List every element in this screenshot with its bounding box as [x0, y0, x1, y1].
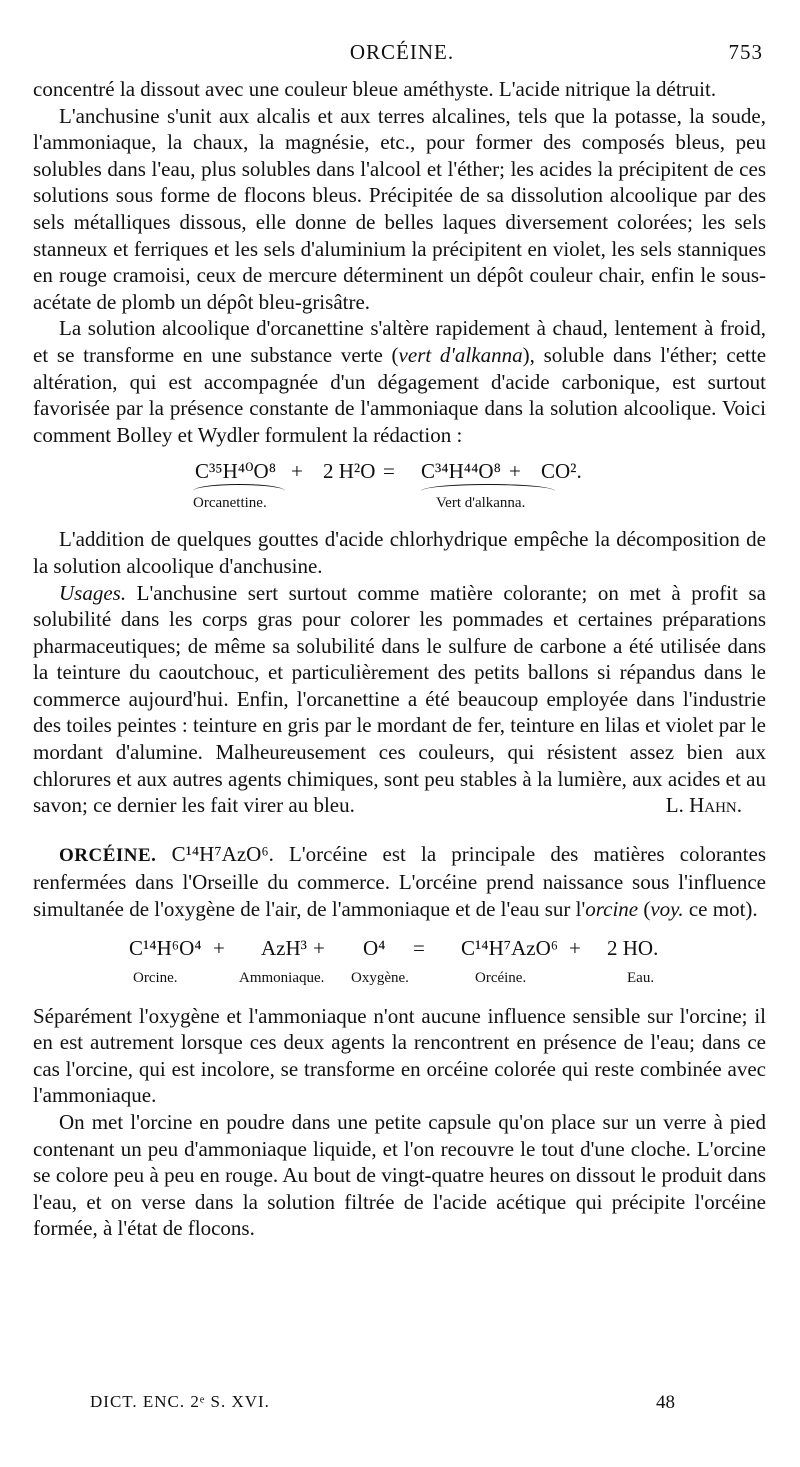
- formula-label: Vert d'alkanna.: [436, 495, 526, 512]
- formula-label: Orcanettine.: [193, 495, 267, 512]
- formula-label: Orcéine.: [475, 969, 527, 986]
- formula-operator: =: [383, 459, 395, 484]
- italic-term: vert d'alkanna: [398, 342, 523, 367]
- text-run: La solution alcoolique d'orcanettine s'altère rapidement à chaud, lentement à froid, et se transforme en une substance verte (: [33, 316, 766, 367]
- paragraph-continued: concentré la dissout avec une couleur bleue améthyste. L'acide nitrique la détruit.: [33, 77, 717, 101]
- text-run: ce mot).: [683, 897, 758, 922]
- formula-term: C¹⁴H⁷AzO⁶: [461, 935, 559, 960]
- author-signature: L. Hahn.: [665, 793, 742, 818]
- text-run: L'orcéine est la principale des matières colorantes renfermées dans l'Orseille du commerce. L'orcéine prend naissance sous l'influence simultanée de l'oxygène de l'air, de l'ammoniaque et de l'eau sur l': [33, 841, 767, 922]
- paragraph-oxygen-ammonia: Séparément l'oxygène et l'ammoniaque n'ont aucune influence sensible sur l'orcine; il en est autrement lorsque ces deux agents la rencontrent en présence de l'eau; dans ce cas l'orcine, qui est incolore, se transforme en orcéine colorée qui reste combinée avec l'ammoniaque.: [33, 1003, 766, 1108]
- formula-term: C³⁴H⁴⁴O⁸: [421, 459, 501, 484]
- paragraph-usages: [33, 580, 766, 819]
- formula-term: CO².: [541, 459, 582, 484]
- formula-operator: +: [313, 935, 325, 960]
- page-footer: [90, 1392, 690, 1418]
- formula-operator: +: [509, 459, 521, 484]
- signature-mark: DICT. ENC. 2ᵉ S. XVI.: [90, 1392, 270, 1411]
- page-number: 753: [728, 40, 763, 64]
- section-label: Usages.: [59, 580, 127, 605]
- formula-label: Oxygène.: [351, 969, 409, 986]
- formula-term: C³⁵H⁴⁰O⁸: [195, 459, 277, 484]
- italic-term: voy.: [650, 897, 684, 922]
- equation-orcanettine: [33, 458, 766, 518]
- paragraph-hydrochloric: L'addition de quelques gouttes d'acide chlorhydrique empêche la décomposition de la solution alcoolique d'anchusine.: [33, 527, 766, 578]
- formula-term: C¹⁴H⁶O⁴: [129, 935, 202, 960]
- formula-term: AzH³: [261, 935, 307, 960]
- entry-orceine: [33, 841, 766, 923]
- formula-term: 2 HO.: [607, 935, 659, 960]
- formula-operator: +: [291, 459, 303, 484]
- running-header: [33, 40, 771, 70]
- sheet-number: 48: [656, 1392, 675, 1413]
- text-run: L'anchusine sert surtout comme matière colorante; on met à profit sa solubilité dans les corps gras pour colorer les pommades et certaines préparations pharmaceutiques; de même sa solubilité dans le sulfure de carbone a été utilisée dans la teinture du caoutchouc, et particulièrement des petits ballons si répandus dans le commerce aujourd'hui. Enfin, l'orcanettine a été beaucoup employée dans l'industrie des toiles peintes : teinture en gris par le mordant de fer, teinture en lilas et violet par le mordant d'alumine. Malheureusement ces couleurs, qui résistent assez bien aux chlorures et aux autres agents chimiques, sont peu stables à la lumière, aux acides et au savon; ce dernier les fait virer au bleu.: [33, 580, 766, 818]
- formula-label: Ammoniaque.: [239, 969, 325, 986]
- text-run: (: [638, 897, 651, 922]
- formula-operator: =: [413, 935, 425, 960]
- italic-term: orcine: [585, 897, 639, 922]
- running-title: ORCÉINE.: [349, 40, 455, 64]
- entry-headword: ORCÉINE.: [59, 844, 157, 866]
- text-body: [33, 76, 766, 1242]
- formula-operator: +: [569, 935, 581, 960]
- formula-term: O⁴: [363, 935, 386, 960]
- formula-term: 2 H²O: [323, 459, 376, 484]
- paragraph-orcanettine-alteration: [33, 315, 766, 448]
- paragraph-anchusine-alkalis: L'anchusine s'unit aux alcalis et aux terres alcalines, tels que la potasse, la soude, l'ammoniaque, la chaux, la magnésie, etc., pour former des composés bleus, peu solubles dans l'eau, plus solubles dans l'alcool et l'éther; les acides la précipitent de ces solutions sous forme de flocons bleus. Précipitée de sa dissolution alcoolique par des sels métalliques dissous, elle donne de belles laques diversement colorées; les sels stanneux et ferriques et les sels d'aluminium la précipitent en violet, les sels stanniques en rouge cramoisi, ceux de mercure déterminent un dépôt couleur chair, enfin le sous-acétate de plomb un dépôt bleu-grisâtre.: [33, 103, 766, 314]
- entry-formula: C¹⁴H⁷AzO⁶.: [171, 841, 274, 866]
- formula-operator: +: [213, 935, 225, 960]
- text-run: ), soluble dans l'éther; cette altération, qui est accompagnée d'un dégagement d'acide carbonique, est surtout favorisée par la présence constante de l'ammoniaque dans la solution alcoolique. Voici comment Bolley et Wydler formulent la rédaction :: [33, 342, 767, 447]
- formula-label: Eau.: [627, 969, 655, 986]
- equation-orceine: [33, 935, 766, 993]
- paragraph-preparation: On met l'orcine en poudre dans une petite capsule qu'on place sur un verre à pied contenant un peu d'ammoniaque liquide, et l'on recouvre le tout d'une cloche. L'orcine se colore peu à peu en rouge. Au bout de vingt-quatre heures on dissout le produit dans l'eau, et on verse dans la solution filtrée de l'acide acétique qui précipite l'orcéine formée, à l'état de flocons.: [33, 1110, 766, 1241]
- formula-label: Orcine.: [133, 969, 178, 986]
